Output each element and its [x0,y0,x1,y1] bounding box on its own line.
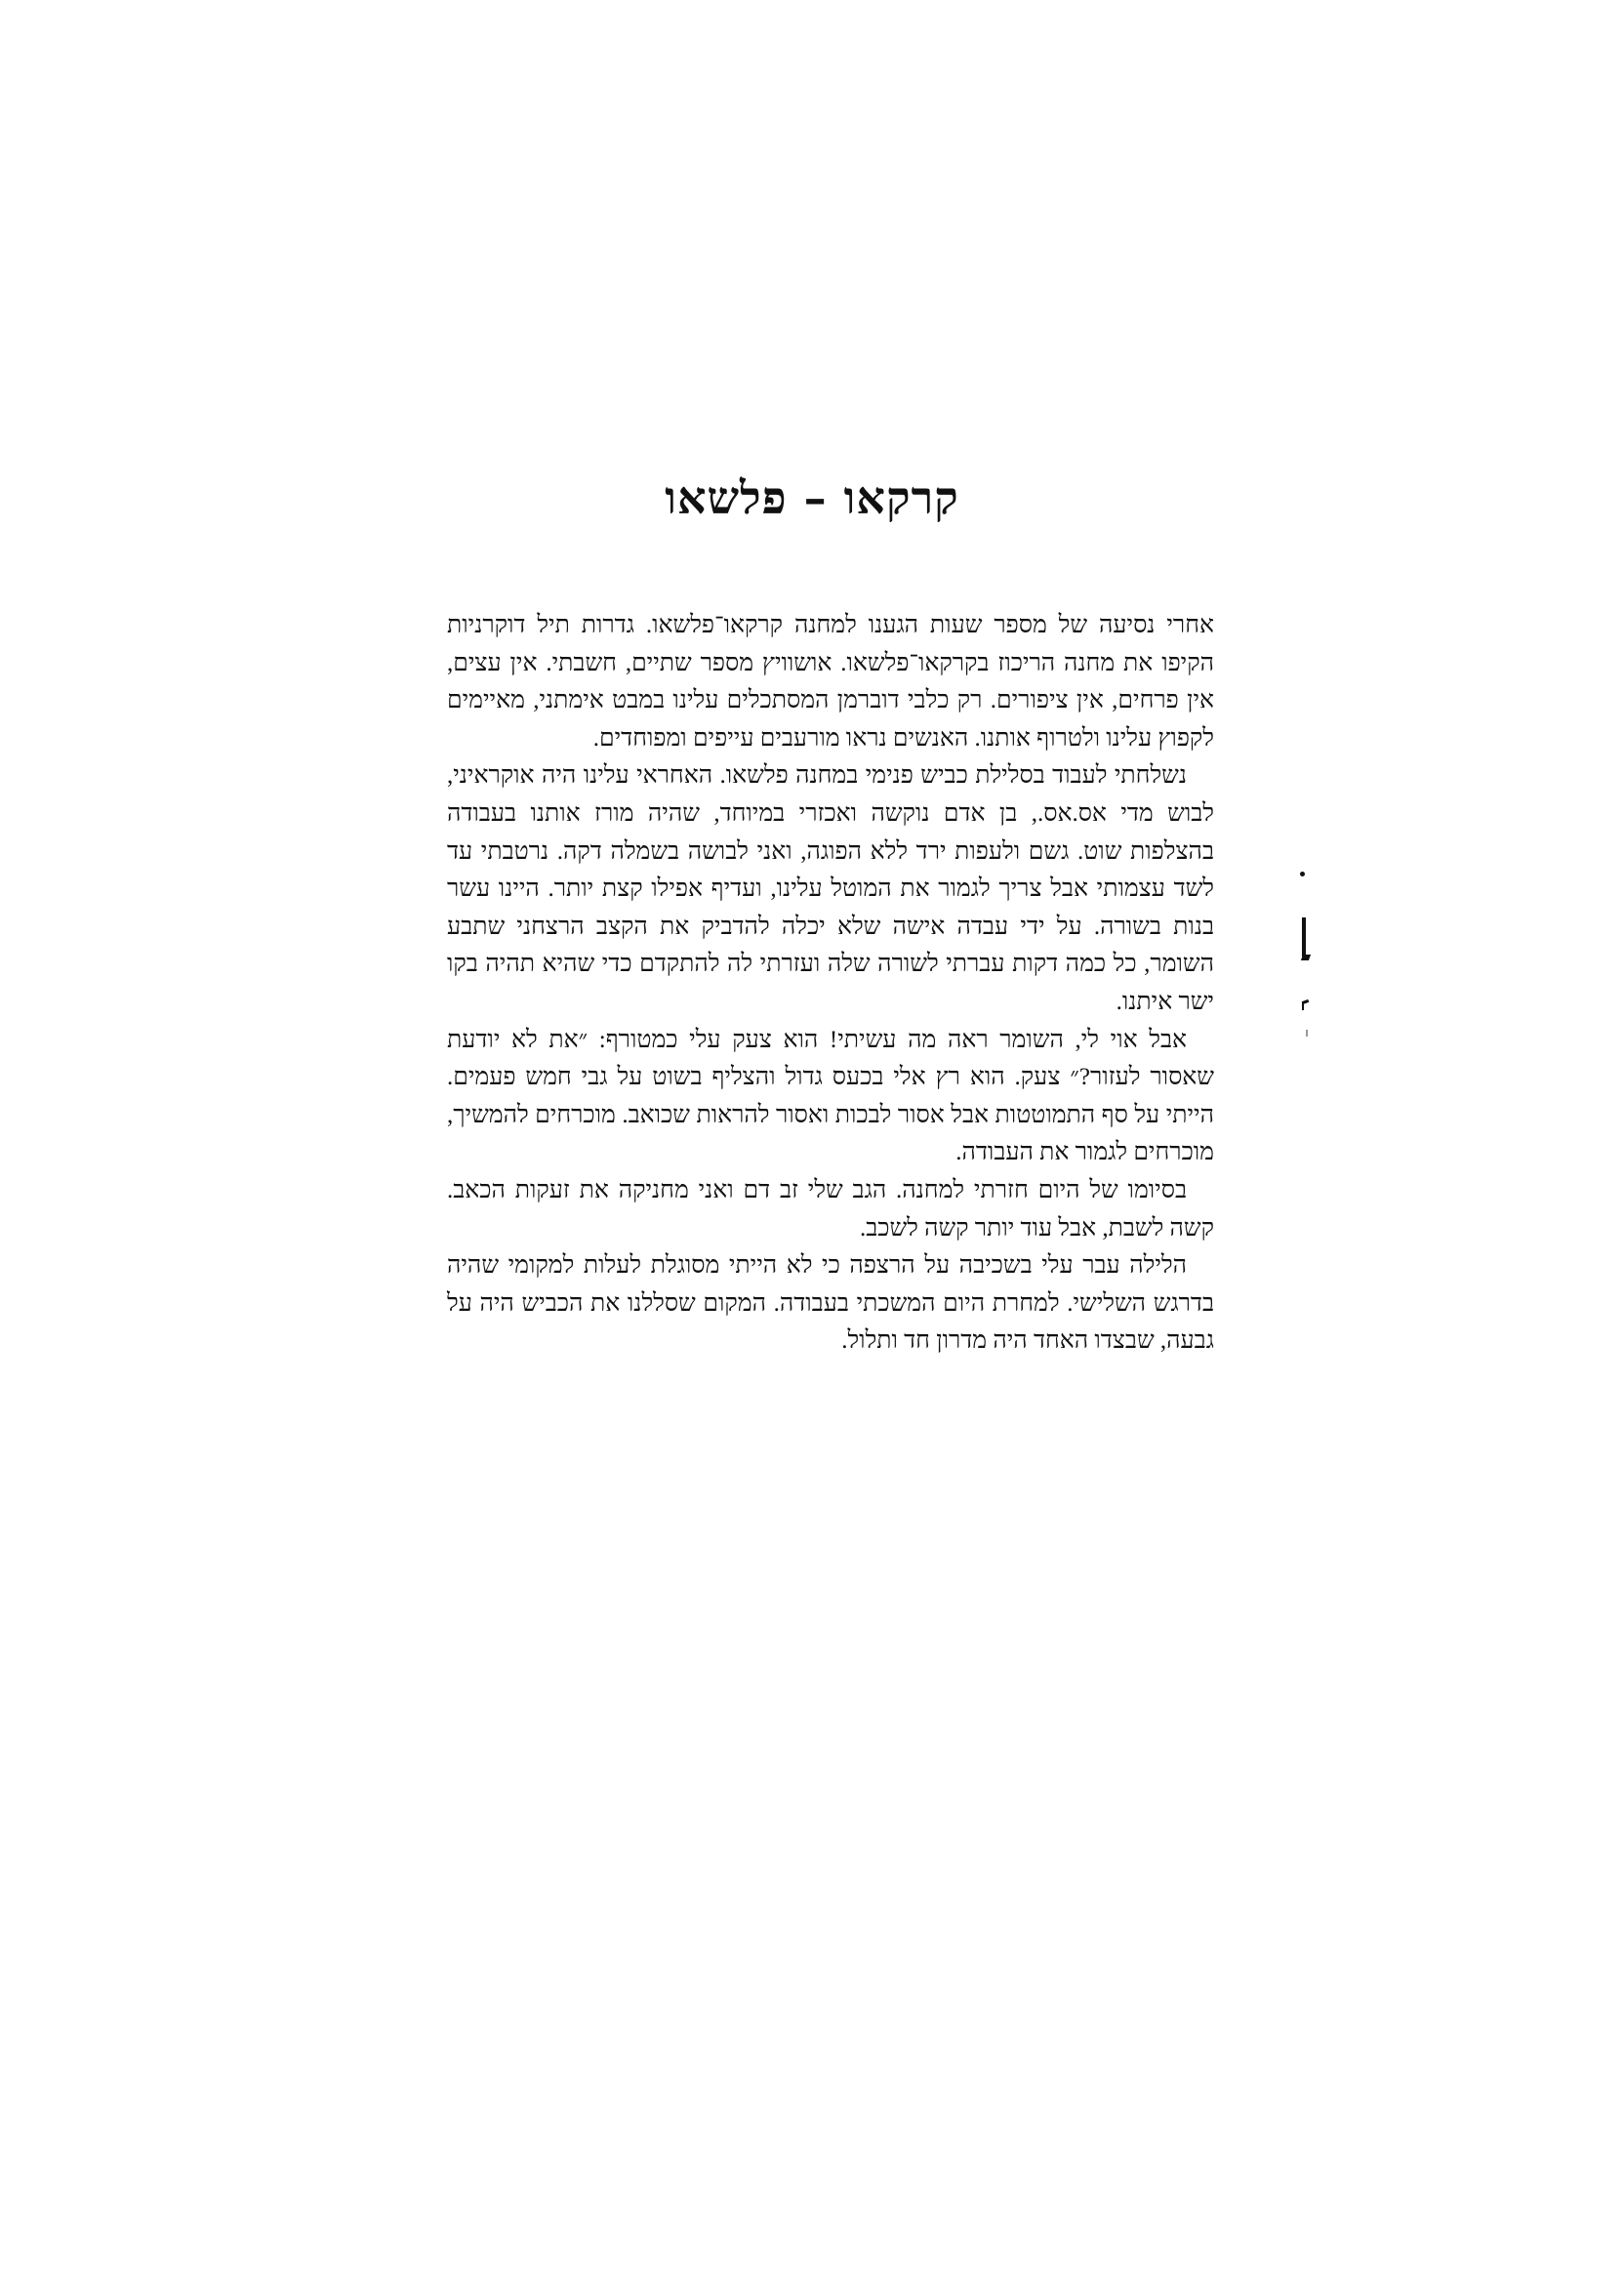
paragraph: הלילה עבר עלי בשכיבה על הרצפה כי לא הייתי מסוגלת לעלות למקומי שהיה בדרגש השלישי. למחרת היום המשכתי בעבודה. המקום שסללנו את הכביש היה על גבעה, שבצדו האחד היה מדרון חד ותלול. [447,1252,1214,1355]
paragraph: אחרי נסיעה של מספר שעות הגענו למחנה קרקאו־פלשאו. גדרות תיל דוקרניות הקיפו את מחנה הריכוז בקרקאו־פלשאו. אושוויץ מספר שתיים, חשבתי. אין עצים, אין פרחים, אין ציפורים. רק כלבי דוברמן המסתכלים עלינו במבט אימתני, מאיימים לקפוץ עלינו ולטרוף אותנו. האנשים נראו מורעבים עייפים ומפוחדים. [447,612,1214,752]
margin-speck-mark [1306,1030,1308,1037]
paragraph: נשלחתי לעבוד בסלילת כביש פנימי במחנה פלשאו. האחראי עלינו היה אוקראיני, לבוש מדי אס.אס., בן אדם נוקשה ואכזרי במיוחד, שהיה מורז אותנו בעבודה בהצלפות שוט. גשם ולעפות ירד ללא הפוגה, ואני לבושה בשמלה דקה. נרטבתי עד לשד עצמותי אבל צריך לגמור את המוטל עלינו, ועדיף אפילו קצת יותר. היינו עשר בנות בשורה. על ידי עבדה אישה שלא יכלה להדביק את הקצב הרצחני שתבע השומר, כל כמה דקות עברתי לשורה שלה ועזרתי לה להתקדם כדי שהיא תהיה בקו ישר איתנו. [447,762,1214,1015]
paragraph: אבל אוי לי, השומר ראה מה עשיתי! הוא צעק עלי כמטורף: ״את לא יודעת שאסור לעזור?״ צעק. הוא רץ אלי בכעס גדול והצליף בשוט על גבי חמש פעמים. הייתי על סף התמוטטות אבל אסור לבכות ואסור להראות שכואב. מוכרחים להמשיך, מוכרחים לגמור את העבודה. [447,1026,1214,1166]
body-text [447,607,1214,1361]
chapter-title: קרקאו – פלשאו [665,471,959,524]
margin-bar-mark [1302,917,1306,957]
paragraph: בסיומו של היום חזרתי למחנה. הגב שלי זב דם ואני מחניקה את זעקות הכאב. קשה לשבת, אבל עוד יותר קשה לשכב. [447,1176,1214,1242]
margin-tick-stem-mark [1302,1001,1304,1010]
margin-dot-mark [1300,872,1305,876]
